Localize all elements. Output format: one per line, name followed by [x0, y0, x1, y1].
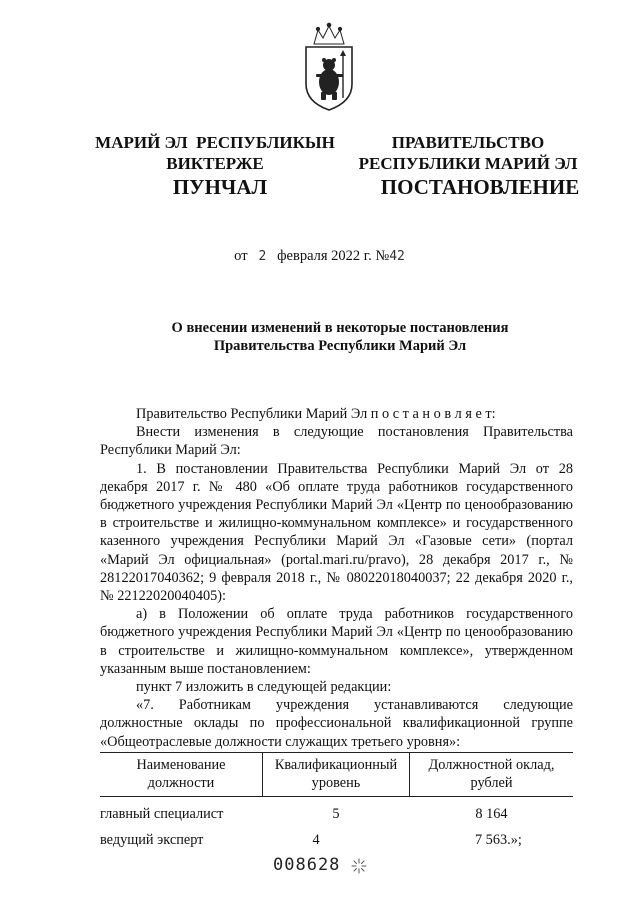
table-cell: 5: [332, 806, 340, 822]
table-header-cell: Должностной оклад, рублей: [428, 757, 555, 791]
table-cell: главный специалист: [100, 806, 224, 822]
serial-number: 008628: [273, 855, 341, 875]
document-body: [100, 405, 573, 751]
sparkle-icon: [351, 858, 367, 874]
body-paragraph: пункт 7 изложить в следующей редакции:: [136, 679, 392, 696]
table-header-cell: Наименование должности: [136, 757, 226, 791]
header-left-org: [90, 132, 340, 174]
date-rest: февраля 2022 г. №: [277, 248, 390, 264]
body-paragraph: Внести изменения в следующие постановления Правительства Республики Марий Эл:: [100, 424, 573, 459]
table-cell: 7 563.»;: [474, 832, 522, 848]
table-header-cell: Квалификационный уровень: [262, 753, 410, 796]
doc-type-russian: ПОСТАНОВЛЕНИЕ: [380, 175, 580, 199]
table-row: [100, 805, 573, 823]
coat-of-arms-emblem: [300, 22, 358, 112]
header-right-line2: РЕСПУБЛИКИ МАРИЙ ЭЛ: [358, 154, 578, 173]
date-number-line: [0, 248, 639, 265]
doc-type-mari: ПУНЧАЛ: [172, 175, 268, 199]
header-right-line1: ПРАВИТЕЛЬСТВО: [391, 133, 545, 152]
title-line2: Правительства Республики Марий Эл: [213, 338, 467, 354]
body-paragraph: 1. В постановлении Правительства Республики Марий Эл от 28 декабря 2017 г. № 480 «Об оплате труда работников государственного бюджетного учреждения Республики Марий Эл «Центр по ценообразованию в строительстве и жилищно-коммунальном комплексе» и государственного казенного учреждения Республики Марий Эл «Газовые сети» (портал «Марий Эл официальная» (portal.mari.ru/pravo), 28 декабря 2017 г., № 28122017040362; 9 февраля 2018 г., № 08022018040037; 22 декабря 2020 г., № 22122020040405):: [100, 460, 573, 605]
body-paragraph: «7. Работникам учреждения устанавливаются следующие должностные оклады по профессиональной квалификационной группе «Общеотраслевые должности служащих третьего уровня»:: [100, 697, 573, 750]
salary-table: [100, 752, 573, 849]
header-left-line2: ВИКТЕРЖЕ: [166, 154, 264, 173]
body-paragraph: Правительство Республики Марий Эл п о с т а н о в л я е т:: [136, 406, 496, 422]
header-left-line1: МАРИЙ ЭЛ РЕСПУБЛИКЫН: [95, 133, 335, 152]
document-title: [90, 319, 590, 355]
table-header-row: [100, 752, 573, 797]
date-prefix: от: [234, 248, 248, 264]
table-cell: 4: [312, 832, 320, 848]
doc-number: 42: [389, 249, 405, 264]
table-row: [100, 831, 573, 849]
body-paragraph: а) в Положении об оплате труда работников государственного бюджетного учреждения Республики Марий Эл «Центр по ценообразованию в строительстве и жилищно-коммунальном комплексе», утвержденном указанным выше постановлением:: [100, 606, 573, 677]
title-line1: О внесении изменений в некоторые постановления: [171, 320, 509, 336]
date-day: 2: [258, 249, 267, 264]
table-cell: ведущий эксперт: [100, 832, 204, 848]
header-right-org: [350, 132, 586, 174]
table-cell: 8 164: [475, 806, 508, 822]
